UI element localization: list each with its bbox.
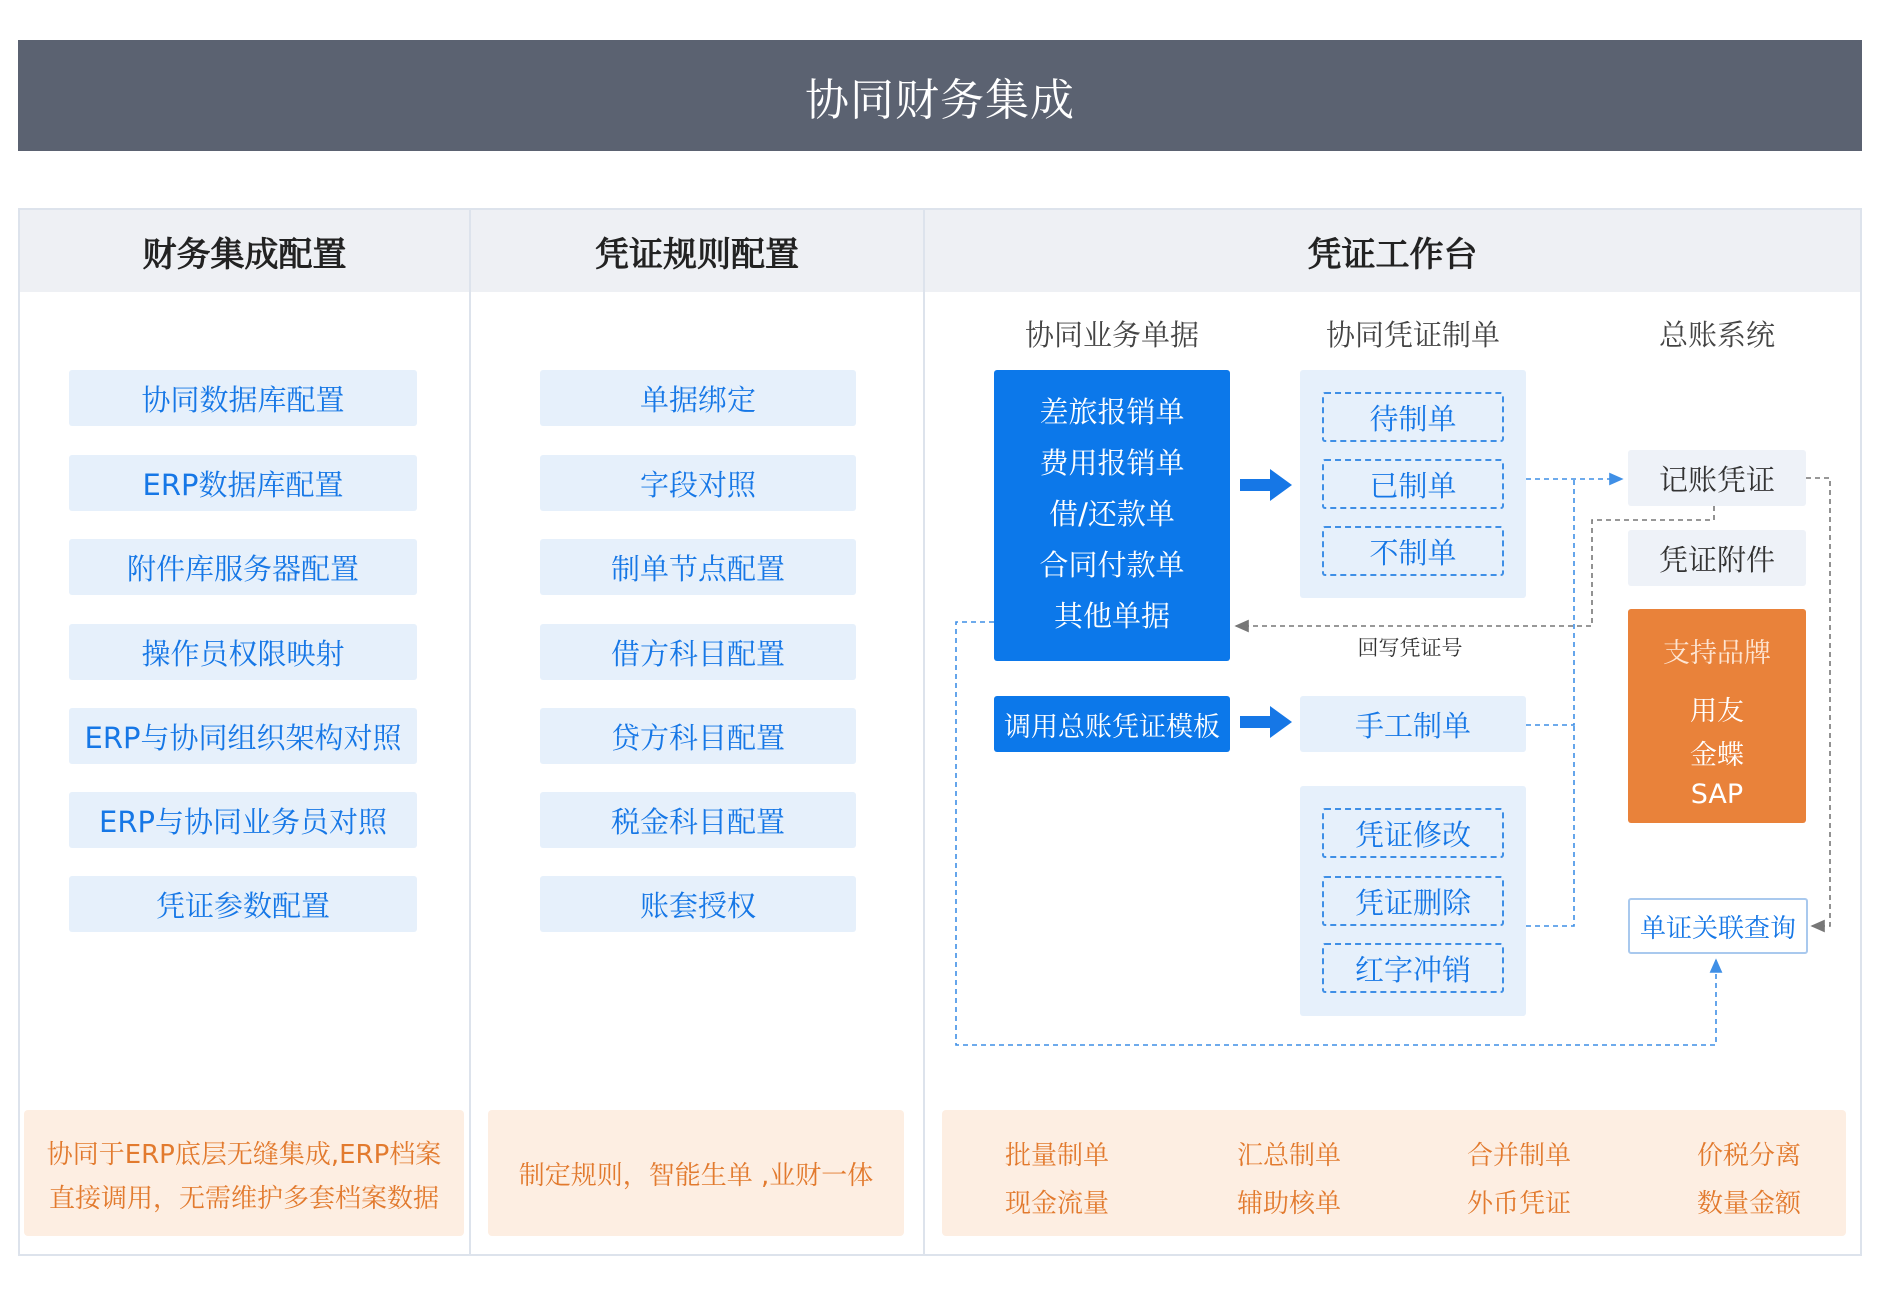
rule-item: 税金科目配置 bbox=[540, 792, 856, 848]
workbench-column-header: 凭证工作台 bbox=[925, 210, 1860, 292]
flow-line bbox=[1806, 478, 1830, 926]
rule-item: 单据绑定 bbox=[540, 370, 856, 426]
document-item: 其他单据 bbox=[1053, 599, 1170, 633]
rule-item: 贷方科目配置 bbox=[540, 708, 856, 764]
document-item: 费用报销单 bbox=[1039, 446, 1185, 480]
feature-item: 批量制单 bbox=[1004, 1141, 1109, 1171]
business-docs-subheader: 协同业务单据 bbox=[1024, 317, 1199, 352]
voucher-attachment: 凭证附件 bbox=[1628, 530, 1806, 586]
voucher-making-subheader: 协同凭证制单 bbox=[1325, 317, 1500, 352]
brand-item: 用友 bbox=[1690, 695, 1744, 727]
rule-item: 借方科目配置 bbox=[540, 624, 856, 680]
note-line: 直接调用，无需维护多套档案数据 bbox=[48, 1183, 439, 1214]
feature-item: 数量金额 bbox=[1696, 1189, 1801, 1219]
config-item: ERP与协同业务员对照 bbox=[69, 792, 417, 848]
document-item: 借/还款单 bbox=[1049, 497, 1175, 531]
ledger-subheader: 总账系统 bbox=[1658, 317, 1775, 352]
feature-group bbox=[1454, 1132, 1584, 1228]
call-ledger-template: 调用总账凭证模板 bbox=[994, 696, 1230, 752]
flow-line bbox=[1526, 725, 1574, 926]
feature-group bbox=[992, 1132, 1122, 1228]
feature-item: 外币凭证 bbox=[1466, 1189, 1571, 1219]
feature-group bbox=[1224, 1132, 1354, 1228]
brands-title: 支持品牌 bbox=[1663, 637, 1771, 669]
flow-line bbox=[1526, 479, 1574, 725]
rule-item: 制单节点配置 bbox=[540, 539, 856, 595]
voucher-delete: 凭证删除 bbox=[1322, 876, 1504, 926]
accounting-voucher: 记账凭证 bbox=[1628, 450, 1806, 506]
arrow-icon bbox=[1240, 706, 1292, 738]
config-item: 协同数据库配置 bbox=[69, 370, 417, 426]
config-item: 凭证参数配置 bbox=[69, 876, 417, 932]
manual-voucher: 手工制单 bbox=[1300, 696, 1526, 752]
config-note bbox=[24, 1110, 464, 1236]
writeback-label: 回写凭证号 bbox=[1357, 636, 1463, 660]
feature-item: 合并制单 bbox=[1466, 1141, 1571, 1171]
rules-column-header: 凭证规则配置 bbox=[471, 210, 923, 292]
config-column-header: 财务集成配置 bbox=[20, 210, 469, 292]
brand-item: SAP bbox=[1690, 778, 1744, 810]
flow-line bbox=[1236, 506, 1714, 626]
feature-item: 辅助核单 bbox=[1236, 1189, 1341, 1219]
rules-note: 制定规则，智能生单 ,业财一体 bbox=[488, 1110, 904, 1236]
config-item: ERP与协同组织架构对照 bbox=[69, 708, 417, 764]
feature-item: 现金流量 bbox=[1004, 1189, 1109, 1219]
voucher-link-query: 单证关联查询 bbox=[1628, 898, 1808, 954]
status-pending: 待制单 bbox=[1322, 392, 1504, 442]
config-item: 操作员权限映射 bbox=[69, 624, 417, 680]
feature-item: 价税分离 bbox=[1696, 1141, 1801, 1171]
brand-item: 金蝶 bbox=[1690, 739, 1744, 771]
feature-group bbox=[1684, 1132, 1814, 1228]
status-skip: 不制单 bbox=[1322, 526, 1504, 576]
feature-item: 汇总制单 bbox=[1236, 1141, 1341, 1171]
document-item: 合同付款单 bbox=[1039, 548, 1185, 582]
note-line: 协同于ERP底层无缝集成,ERP档案 bbox=[46, 1139, 442, 1170]
features-note bbox=[942, 1110, 1846, 1236]
rule-item: 字段对照 bbox=[540, 455, 856, 511]
status-made: 已制单 bbox=[1322, 459, 1504, 509]
document-item: 差旅报销单 bbox=[1039, 395, 1185, 429]
flow-line bbox=[956, 622, 1716, 1045]
config-item: ERP数据库配置 bbox=[69, 455, 417, 511]
config-item: 附件库服务器配置 bbox=[69, 539, 417, 595]
red-reversal: 红字冲销 bbox=[1322, 943, 1504, 993]
voucher-modify: 凭证修改 bbox=[1322, 808, 1504, 858]
arrow-icon bbox=[1240, 469, 1292, 501]
rule-item: 账套授权 bbox=[540, 876, 856, 932]
page-title: 协同财务集成 bbox=[18, 40, 1862, 151]
